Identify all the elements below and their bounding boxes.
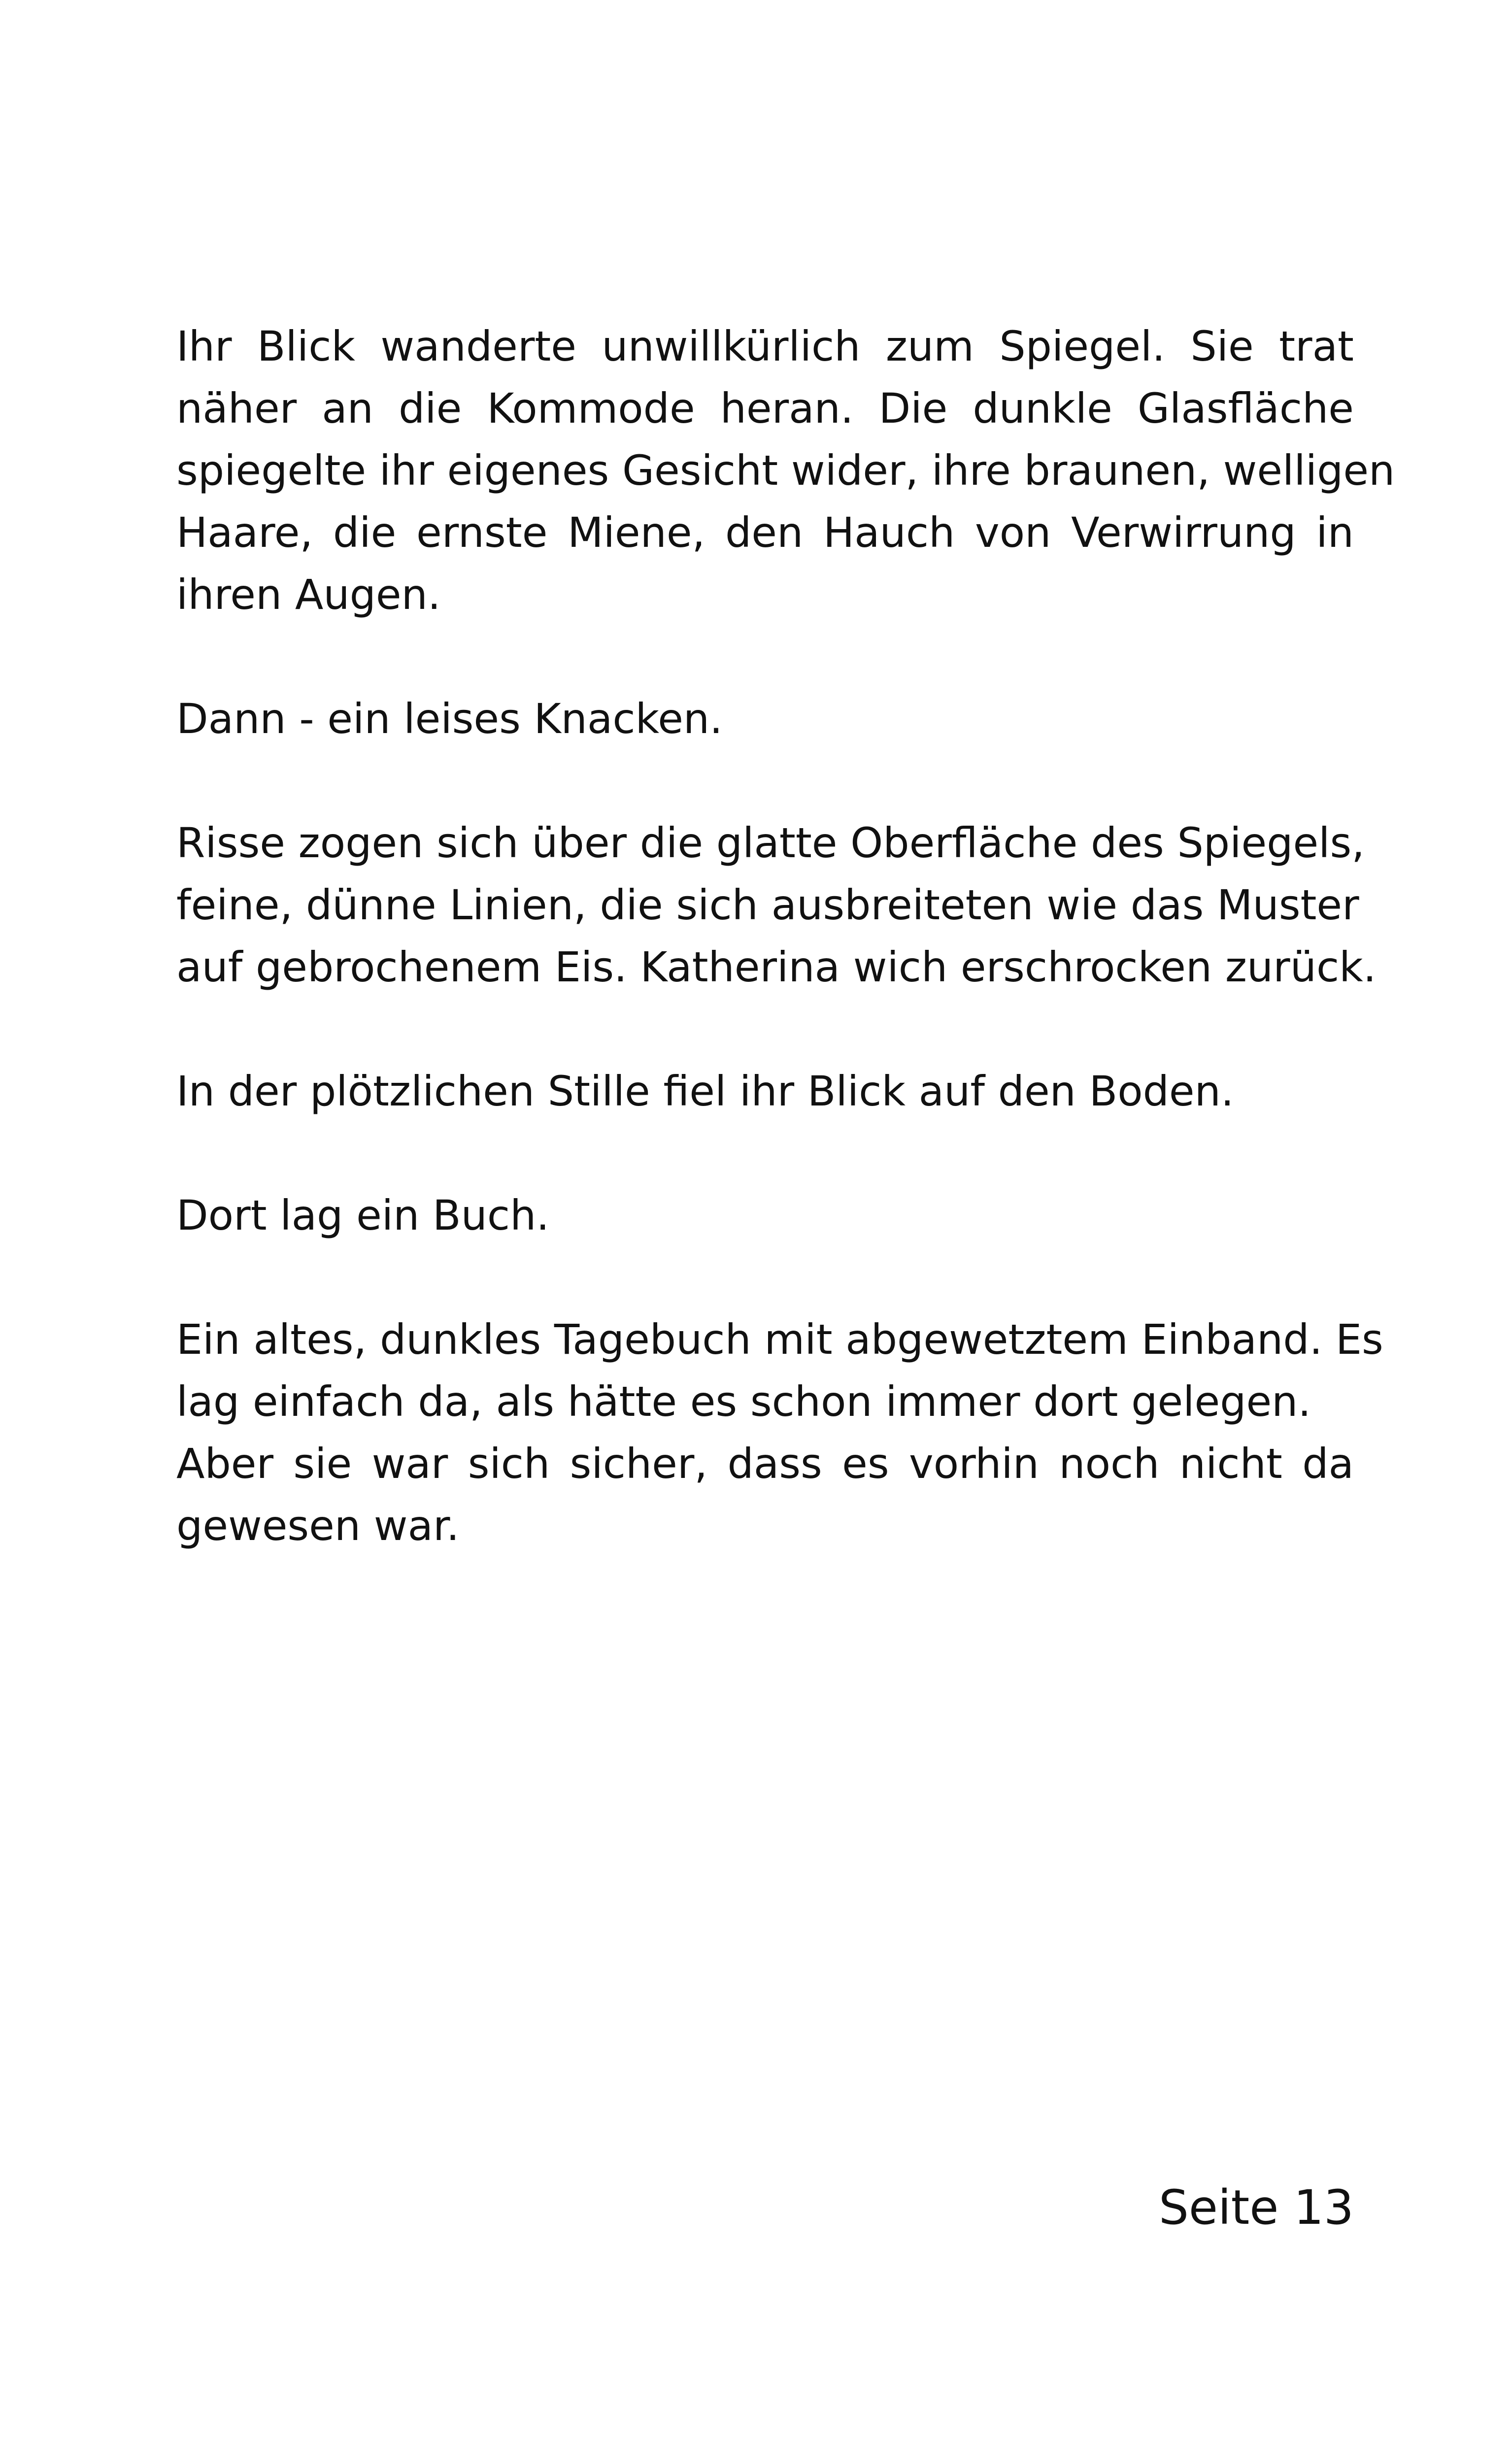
paragraph-4: [176, 1060, 1354, 1122]
text-line: lag einfach da, als hätte es schon immer dort gelegen.: [176, 1377, 1311, 1426]
paragraph-5: [176, 1184, 1354, 1246]
text-line: Aber sie war sich sicher, dass es vorhin noch nicht da: [176, 1440, 1354, 1488]
text-line: Ein altes, dunkles Tagebuch mit abgewetztem Einband. Es: [176, 1315, 1383, 1364]
text-line: feine, dünne Linien, die sich ausbreiteten wie das Muster: [176, 881, 1359, 929]
text-line: Risse zogen sich über die glatte Oberfläche des Spiegels,: [176, 819, 1365, 867]
text-line: In der plötzlichen Stille fiel ihr Blick auf den Boden.: [176, 1067, 1234, 1115]
text-line: näher an die Kommode heran. Die dunkle Glasfläche: [176, 384, 1354, 433]
paragraph-3: [176, 812, 1377, 998]
page-number: Seite 13: [1158, 2180, 1354, 2235]
text-line: Ihr Blick wanderte unwillkürlich zum Spiegel. Sie trat: [176, 322, 1354, 370]
text-line: Dort lag ein Buch.: [176, 1191, 550, 1239]
text-line: ihren Augen.: [176, 570, 441, 619]
text-line: Haare, die ernste Miene, den Hauch von Verwirrung in: [176, 508, 1354, 557]
paragraph-2: [176, 688, 1354, 750]
paragraph-1: [176, 315, 1395, 626]
text-line: spiegelte ihr eigenes Gesicht wider, ihre braunen, welligen: [176, 446, 1395, 495]
text-line: auf gebrochenem Eis. Katherina wich erschrocken zurück.: [176, 943, 1377, 991]
text-line: Dann - ein leises Knacken.: [176, 695, 723, 743]
text-line: gewesen war.: [176, 1502, 460, 1550]
paragraph-6: [176, 1308, 1383, 1557]
body-text: [176, 315, 1395, 1557]
